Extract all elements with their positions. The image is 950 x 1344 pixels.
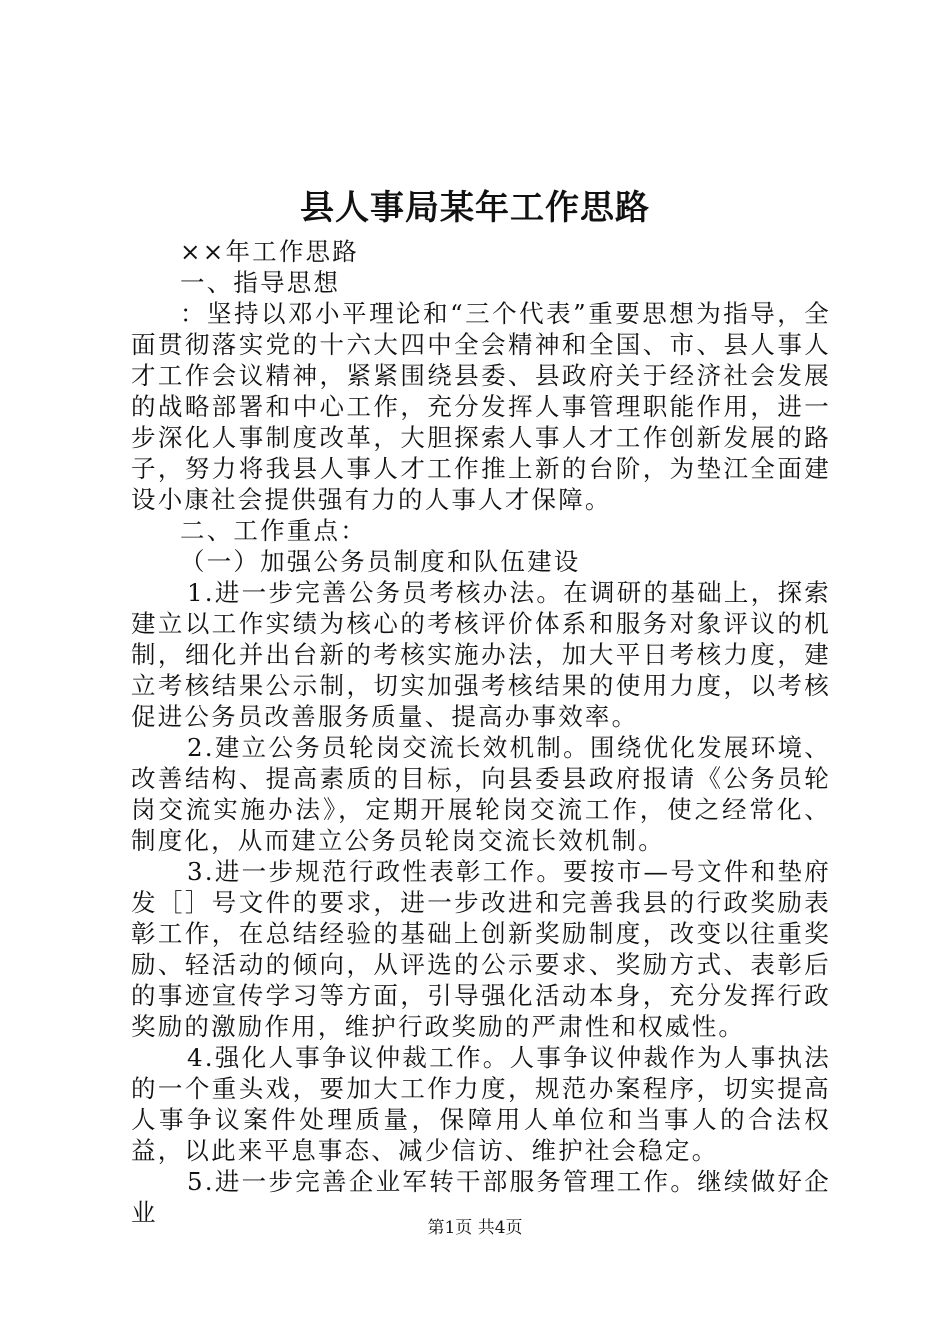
- heading-guiding-thought: 一、指导思想: [180, 268, 341, 297]
- subheading-civil-servant: （一）加强公务员制度和队伍建设: [180, 547, 581, 576]
- paragraph-item-3: 3.进一步规范行政性表彰工作。要按市—号文件和垫府发［］号文件的要求，进一步改进和完善我县的行政奖励表彰工作，在总结经验的基础上创新奖励制度，改变以往重奖励、轻活动的倾向，从评选的公示要求、奖励方式、表彰后的事迹宣传学习等方面，引导强化活动本身，充分发挥行政奖励的激励作用，维护行政奖励的严肃性和权威性。: [131, 857, 831, 1041]
- document-body: [131, 236, 831, 1228]
- paragraph-item-4: 4.强化人事争议仲裁工作。人事争议仲裁作为人事执法的一个重头戏，要加大工作力度，规范办案程序，切实提高人事争议案件处理质量，保障用人单位和当事人的合法权益，以此来平息事态、减少信访、维护社会稳定。: [131, 1043, 831, 1165]
- page-number-footer: 第1页 共4页: [427, 1218, 523, 1238]
- paragraph-item-2: 2.建立公务员轮岗交流长效机制。围绕优化发展环境、改善结构、提高素质的目标，向县委县政府报请《公务员轮岗交流实施办法》，定期开展轮岗交流工作，使之经常化、制度化，从而建立公务员轮岗交流长效机制。: [131, 733, 831, 855]
- paragraph-item-1: 1.进一步完善公务员考核办法。在调研的基础上，探索建立以工作实绩为核心的考核评价体系和服务对象评议的机制，细化并出台新的考核实施办法，加大平日考核力度，建立考核结果公示制，切实加强考核结果的使用力度，以考核促进公务员改善服务质量、提高办事效率。: [131, 578, 831, 731]
- paragraph-year-plan: ××年工作思路: [180, 237, 359, 266]
- heading-work-focus: 二、工作重点：: [180, 516, 367, 545]
- paragraph-guiding-thought: ：坚持以邓小平理论和“三个代表”重要思想为指导，全面贯彻落实党的十六大四中全会精神和全国、市、县人事人才工作会议精神，紧紧围绕县委、县政府关于经济社会发展的战略部署和中心工作，充分发挥人事管理职能作用，进一步深化人事制度改革，大胆探索人事人才工作创新发展的路子，努力将我县人事人才工作推上新的台阶，为垫江全面建设小康社会提供强有力的人事人才保障。: [131, 299, 831, 514]
- paragraph-item-5: 5.进一步完善企业军转干部服务管理工作。继续做好企业: [131, 1167, 831, 1227]
- document-title: 县人事局某年工作思路: [300, 188, 650, 228]
